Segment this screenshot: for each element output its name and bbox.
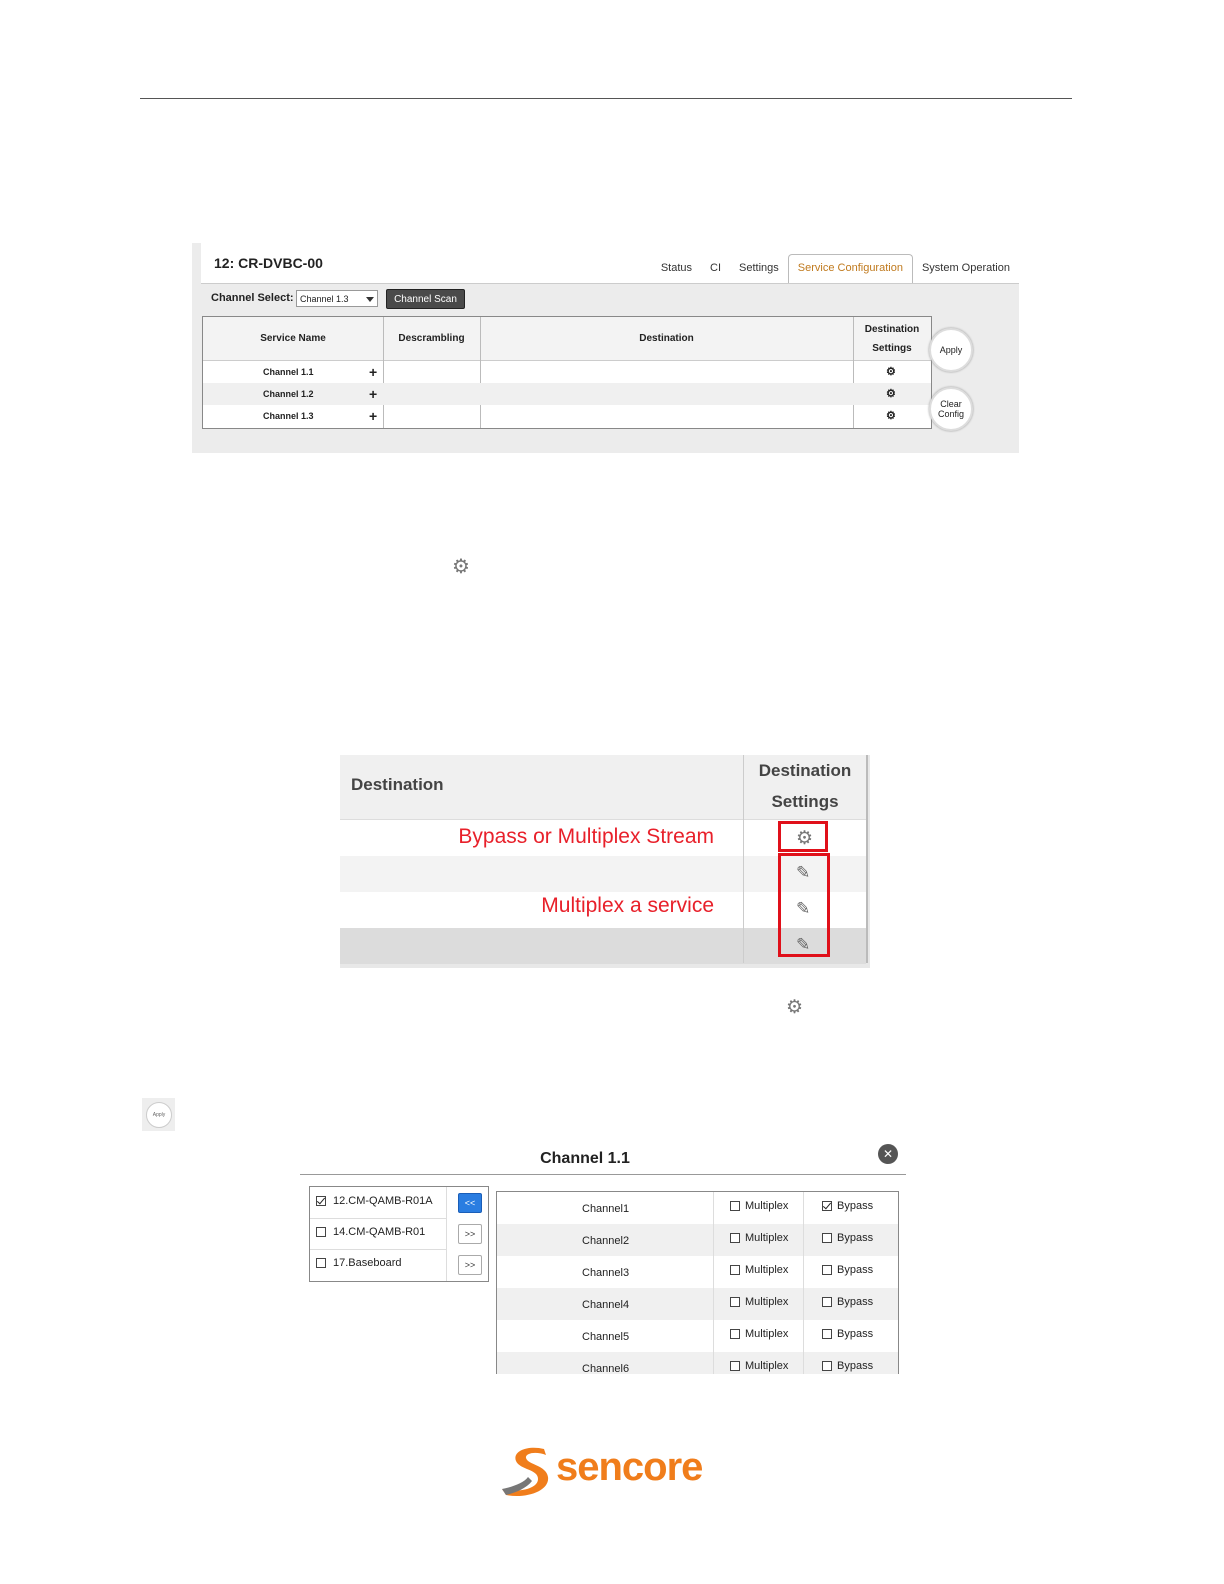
table-row: [203, 383, 931, 405]
plus-icon[interactable]: +: [369, 386, 378, 402]
apply-icon-thumbnail: [142, 1098, 175, 1131]
multiplex-option[interactable]: [730, 1328, 788, 1340]
dialog-title-rule: [300, 1174, 906, 1175]
annotation-bypass-multiplex: Bypass or Multiplex Stream: [458, 825, 714, 848]
dialog-title: Channel 1.1: [540, 1150, 630, 1167]
pencil-icon[interactable]: ✎: [796, 899, 811, 918]
highlight-box-pencils: [778, 853, 830, 957]
multiplex-checkbox[interactable]: [730, 1201, 740, 1211]
device-title: 12: CR-DVBC-00: [214, 255, 323, 271]
apply-icon-label: Apply: [146, 1102, 172, 1128]
plus-icon[interactable]: +: [369, 408, 378, 424]
multiplex-option[interactable]: [730, 1360, 788, 1372]
table-row: [497, 1192, 898, 1224]
tab-ci[interactable]: CI: [710, 262, 722, 274]
multiplex-checkbox[interactable]: [730, 1265, 740, 1275]
tab-settings[interactable]: Settings: [739, 262, 779, 274]
bypass-label: Bypass: [837, 1264, 874, 1277]
col-destination-settings-line2: Settings: [872, 342, 912, 354]
multiplex-checkbox[interactable]: [730, 1297, 740, 1307]
multiplex-label: Multiplex: [745, 1264, 789, 1277]
list-item: [310, 1218, 446, 1250]
bypass-label: Bypass: [837, 1200, 874, 1213]
zoom-destination-header: Destination: [351, 775, 444, 794]
gear-icon[interactable]: ⚙: [886, 366, 896, 378]
highlight-box-gear: [778, 821, 828, 852]
bypass-checkbox[interactable]: [822, 1233, 832, 1243]
channel-scan-button[interactable]: Channel Scan: [386, 289, 465, 309]
channel-name: Channel2: [582, 1235, 630, 1247]
table-row: [203, 361, 931, 383]
service-name: Channel 1.1: [263, 367, 314, 377]
bypass-option[interactable]: [822, 1328, 873, 1340]
multiplex-label: Multiplex: [745, 1360, 789, 1373]
source-label: 14.CM-QAMB-R01: [333, 1226, 426, 1238]
bypass-label: Bypass: [837, 1360, 874, 1373]
divider: [743, 755, 744, 963]
tab-service-configuration[interactable]: Service Configuration: [788, 254, 913, 283]
channel-name: Channel1: [582, 1203, 630, 1215]
multiplex-checkbox[interactable]: [730, 1361, 740, 1371]
service-name: Channel 1.3: [263, 411, 314, 421]
channel-select-dropdown[interactable]: [296, 290, 378, 307]
clear-config-label-2: Config: [937, 409, 964, 419]
device-header: [201, 243, 1019, 284]
tab-status[interactable]: Status: [660, 262, 693, 274]
source-checkbox[interactable]: [316, 1227, 326, 1237]
divider: [803, 1192, 804, 1374]
multiplex-option[interactable]: [730, 1200, 788, 1212]
channel-name: Channel3: [582, 1267, 630, 1279]
multiplex-label: Multiplex: [745, 1232, 789, 1245]
sencore-logo-mark: [498, 1443, 558, 1497]
header-rule: [140, 98, 1072, 99]
pencil-icon[interactable]: ✎: [796, 863, 811, 882]
source-label: 12.CM-QAMB-R01A: [333, 1195, 433, 1207]
multiplex-option[interactable]: [730, 1264, 788, 1276]
zoom-settings-header-line2: Settings: [771, 792, 839, 811]
multiplex-label: Multiplex: [745, 1200, 789, 1213]
col-destination-settings-line1: Destination: [864, 323, 920, 335]
divider: [446, 1187, 447, 1281]
bypass-label: Bypass: [837, 1328, 874, 1341]
zoom-settings-header-line1: Destination: [758, 761, 852, 780]
source-label: 17.Baseboard: [333, 1257, 402, 1269]
bypass-label: Bypass: [837, 1232, 874, 1245]
clear-config-button[interactable]: [929, 387, 973, 431]
bypass-option[interactable]: [822, 1232, 873, 1244]
table-row: [497, 1320, 898, 1352]
channel-mode-table: [496, 1191, 899, 1374]
bypass-checkbox[interactable]: [822, 1361, 832, 1371]
gear-icon[interactable]: ⚙: [886, 410, 896, 422]
list-item: [310, 1187, 446, 1219]
bypass-option[interactable]: [822, 1296, 873, 1308]
service-table: [202, 316, 932, 429]
move-right-button[interactable]: >>: [458, 1255, 482, 1275]
apply-button[interactable]: Apply: [929, 328, 973, 372]
plus-icon[interactable]: +: [369, 364, 378, 380]
tab-system-operation[interactable]: System Operation: [921, 262, 1010, 274]
bypass-option[interactable]: [822, 1360, 873, 1372]
table-row: [203, 405, 931, 427]
gear-icon: ⚙: [786, 997, 804, 1018]
divider: [713, 1192, 714, 1374]
multiplex-checkbox[interactable]: [730, 1233, 740, 1243]
destination-settings-zoom: [340, 755, 870, 968]
bypass-checkbox[interactable]: [822, 1265, 832, 1275]
channel-name: Channel4: [582, 1299, 630, 1311]
source-list: [309, 1186, 489, 1282]
list-item: [310, 1249, 446, 1280]
multiplex-label: Multiplex: [745, 1328, 789, 1341]
divider: [866, 755, 868, 963]
clear-config-label-1: Clear: [940, 399, 962, 409]
chevron-down-icon: [366, 297, 374, 302]
gear-icon[interactable]: ⚙: [796, 828, 814, 849]
sencore-logo-text: sencore: [556, 1445, 703, 1489]
table-row: [497, 1256, 898, 1288]
source-checkbox[interactable]: [316, 1258, 326, 1268]
bypass-checkbox[interactable]: [822, 1297, 832, 1307]
col-descrambling: Descrambling: [398, 333, 465, 344]
bypass-option[interactable]: [822, 1200, 873, 1212]
table-header: [203, 317, 931, 361]
bypass-checkbox[interactable]: [822, 1329, 832, 1339]
bypass-option[interactable]: [822, 1264, 873, 1276]
table-row: [497, 1224, 898, 1256]
channel-name: Channel5: [582, 1331, 630, 1343]
multiplex-option[interactable]: [730, 1232, 788, 1244]
pencil-icon[interactable]: ✎: [796, 935, 811, 954]
service-configuration-screenshot: [192, 243, 1019, 453]
multiplex-label: Multiplex: [745, 1296, 789, 1309]
gear-icon: ⚙: [452, 556, 470, 578]
tab-bar: [652, 255, 1019, 283]
zoom-header: [340, 755, 866, 820]
table-row: [497, 1352, 898, 1374]
bypass-label: Bypass: [837, 1296, 874, 1309]
channel-select-value: Channel 1.3: [300, 294, 349, 304]
multiplex-option[interactable]: [730, 1296, 788, 1308]
annotation-multiplex-service: Multiplex a service: [541, 894, 714, 917]
multiplex-checkbox[interactable]: [730, 1329, 740, 1339]
gear-icon[interactable]: ⚙: [886, 388, 896, 400]
table-row: [497, 1288, 898, 1320]
move-right-button[interactable]: >>: [458, 1224, 482, 1244]
col-destination: Destination: [639, 333, 694, 344]
sencore-logo: [498, 1443, 718, 1497]
col-destination-settings: [853, 317, 931, 360]
source-checkbox[interactable]: [316, 1196, 326, 1206]
bypass-checkbox[interactable]: [822, 1201, 832, 1211]
service-name: Channel 1.2: [263, 389, 314, 399]
move-left-button[interactable]: <<: [458, 1193, 482, 1213]
col-service-name: Service Name: [260, 333, 326, 344]
close-icon[interactable]: ✕: [878, 1144, 898, 1164]
channel-select-label: Channel Select:: [211, 292, 294, 304]
channel-name: Channel6: [582, 1363, 630, 1374]
